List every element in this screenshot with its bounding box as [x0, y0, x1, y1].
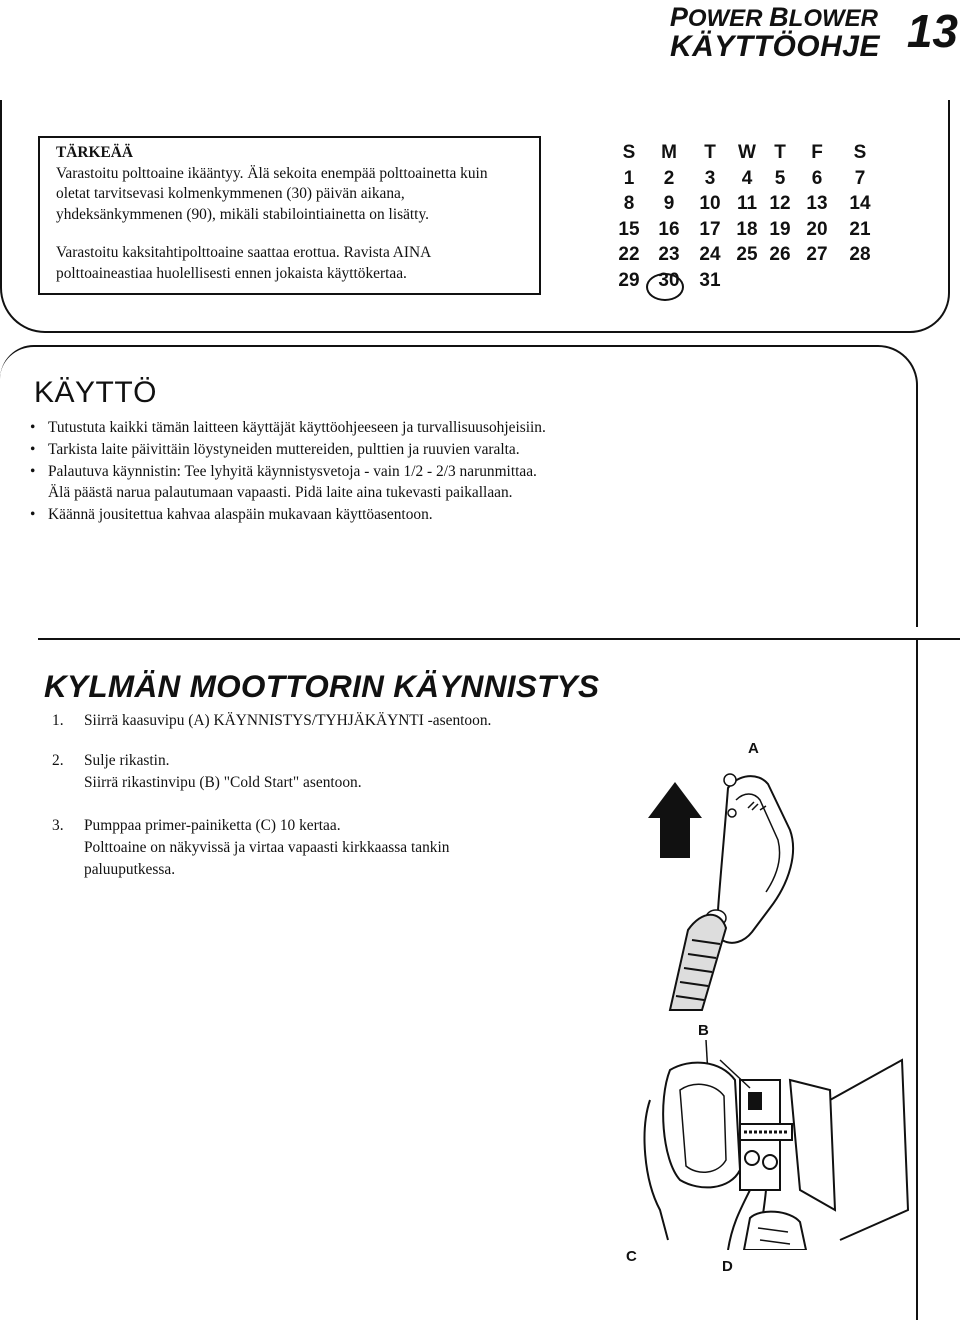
important-paragraph-2: Varastoitu kaksitahtipolttoaine saattaa erottua. Ravista AINA polttoaineastiaa huolellisesti ennen jokaista käyttökertaa.	[56, 244, 431, 282]
calendar-day: 16	[658, 218, 680, 240]
engine-illustration	[640, 1040, 910, 1250]
calendar-day: 11	[736, 193, 758, 214]
calendar-weekday: M	[661, 142, 677, 163]
calendar-day: 29	[618, 269, 640, 291]
calendar-day: 1	[623, 167, 635, 189]
calendar-day: 17	[699, 218, 721, 240]
list-item: • Tarkista laite päivittäin löystyneiden muttereiden, pulttien ja ruuvien varalta.	[30, 439, 550, 461]
calendar-day: 31	[699, 269, 721, 291]
choke-lever	[748, 1092, 762, 1110]
calendar-day: 18	[736, 218, 758, 240]
calendar-day: 28	[849, 244, 871, 265]
header-word-ower: OWER	[687, 5, 763, 32]
calendar-week-row	[600, 191, 900, 217]
calendar-day: 20	[806, 218, 828, 240]
operation-list	[30, 417, 550, 526]
step-number: 2.	[52, 752, 64, 769]
important-title: TÄRKEÄÄ	[56, 144, 133, 161]
step-text: paluuputkessa.	[84, 860, 176, 878]
figure-label-a: A	[748, 740, 759, 757]
calendar-day: 24	[699, 244, 721, 265]
calendar-day: 5	[774, 167, 786, 189]
section-right-border	[916, 640, 918, 1320]
calendar	[600, 140, 900, 300]
figure-label-c: C	[626, 1248, 637, 1265]
arrow-up-icon	[648, 782, 702, 858]
calendar-day-highlight-circle	[646, 273, 684, 301]
calendar-day: 19	[769, 218, 791, 240]
calendar-day: 8	[623, 193, 635, 214]
calendar-day: 12	[769, 193, 791, 214]
step-text: Siirrä rikastinvipu (B) "Cold Start" asentoon.	[84, 773, 362, 791]
important-paragraph-1: Varastoitu polttoaine ikääntyy. Älä sekoita enempää polttoainetta kuin oletat tarvitsevasi kolmenkymmenen (30) päivän aikana, yhdeksänkymmenen (90), mikäli stabilointiainetta on lisätty.	[56, 164, 488, 223]
page-number: 13	[906, 5, 958, 57]
calendar-day: 21	[849, 218, 871, 240]
list-item: • Käännä jousitettua kahvaa alaspäin mukavaan käyttöasentoon.	[30, 504, 550, 526]
calendar-weekday: T	[704, 142, 716, 163]
calendar-week-row	[600, 166, 900, 192]
header-product-name	[670, 2, 878, 33]
step-text: Pumppaa primer-painiketta (C) 10 kertaa.	[84, 817, 341, 834]
figure-label-b: B	[698, 1022, 709, 1039]
calendar-day: 23	[658, 244, 680, 265]
engine-housing	[663, 1063, 740, 1188]
calendar-day: 7	[854, 167, 866, 189]
calendar-week-row	[600, 217, 900, 243]
step-text: Sulje rikastin.	[84, 752, 170, 769]
calendar-weekday-row	[600, 140, 900, 166]
calendar-day: 27	[806, 244, 828, 265]
cold-start-step-2	[52, 750, 362, 794]
header-word-lower: LOWER	[788, 5, 878, 32]
list-item: • Palautuva käynnistin: Tee lyhyitä käynnistysvetoja - vain 1/2 - 2/3 narunmittaa. Älä päästä narua palautumaan vapaasti. Pidä laite aina tukevasti paikallaan.	[30, 461, 550, 505]
cold-start-heading: KYLMÄN MOOTTORIN KÄYNNISTYS	[44, 668, 600, 704]
calendar-weekday: W	[738, 142, 756, 163]
calendar-weekday: T	[774, 142, 786, 163]
step-number: 1.	[52, 712, 64, 729]
header-initial-p: P	[669, 2, 688, 32]
cold-start-step-1	[52, 710, 491, 732]
calendar-day-circled: 30	[658, 269, 680, 291]
calendar-day: 9	[663, 193, 675, 214]
throttle-handle-illustration	[640, 760, 840, 1020]
calendar-day: 15	[618, 218, 640, 240]
step-text: Polttoaine on näkyvissä ja virtaa vapaasti kirkkaassa tankin	[84, 838, 450, 856]
important-notice-box	[38, 136, 541, 295]
calendar-day: 22	[618, 244, 640, 265]
cold-start-step-3	[52, 815, 449, 880]
throttle-lever-marker	[728, 809, 736, 817]
step-text: Siirrä kaasuvipu (A) KÄYNNISTYS/TYHJÄKÄYNTI -asentoon.	[84, 712, 492, 729]
calendar-weekday: F	[811, 142, 823, 163]
header-initial-b: B	[769, 2, 789, 32]
calendar-day: 10	[699, 193, 721, 214]
calendar-day: 13	[806, 193, 828, 214]
list-item: • Tutustuta kaikki tämän laitteen käyttäjät käyttöohjeeseen ja turvallisuusohjeisiin.	[30, 417, 550, 439]
figure-label-d: D	[722, 1258, 733, 1275]
calendar-day: 6	[811, 167, 823, 189]
calendar-day: 2	[663, 167, 675, 189]
header-manual-title: KÄYTTÖOHJE	[669, 30, 880, 63]
calendar-week-row	[600, 268, 900, 294]
step-number: 3.	[52, 817, 64, 834]
calendar-week-row	[600, 242, 900, 268]
calendar-weekday: S	[622, 142, 636, 163]
section-divider	[38, 638, 960, 640]
calendar-day: 14	[849, 193, 871, 214]
operation-heading: KÄYTTÖ	[34, 376, 158, 409]
calendar-day: 25	[736, 244, 758, 265]
calendar-day: 3	[704, 167, 716, 189]
calendar-day: 26	[769, 244, 791, 265]
calendar-weekday: S	[853, 142, 867, 163]
calendar-day: 4	[741, 167, 753, 189]
